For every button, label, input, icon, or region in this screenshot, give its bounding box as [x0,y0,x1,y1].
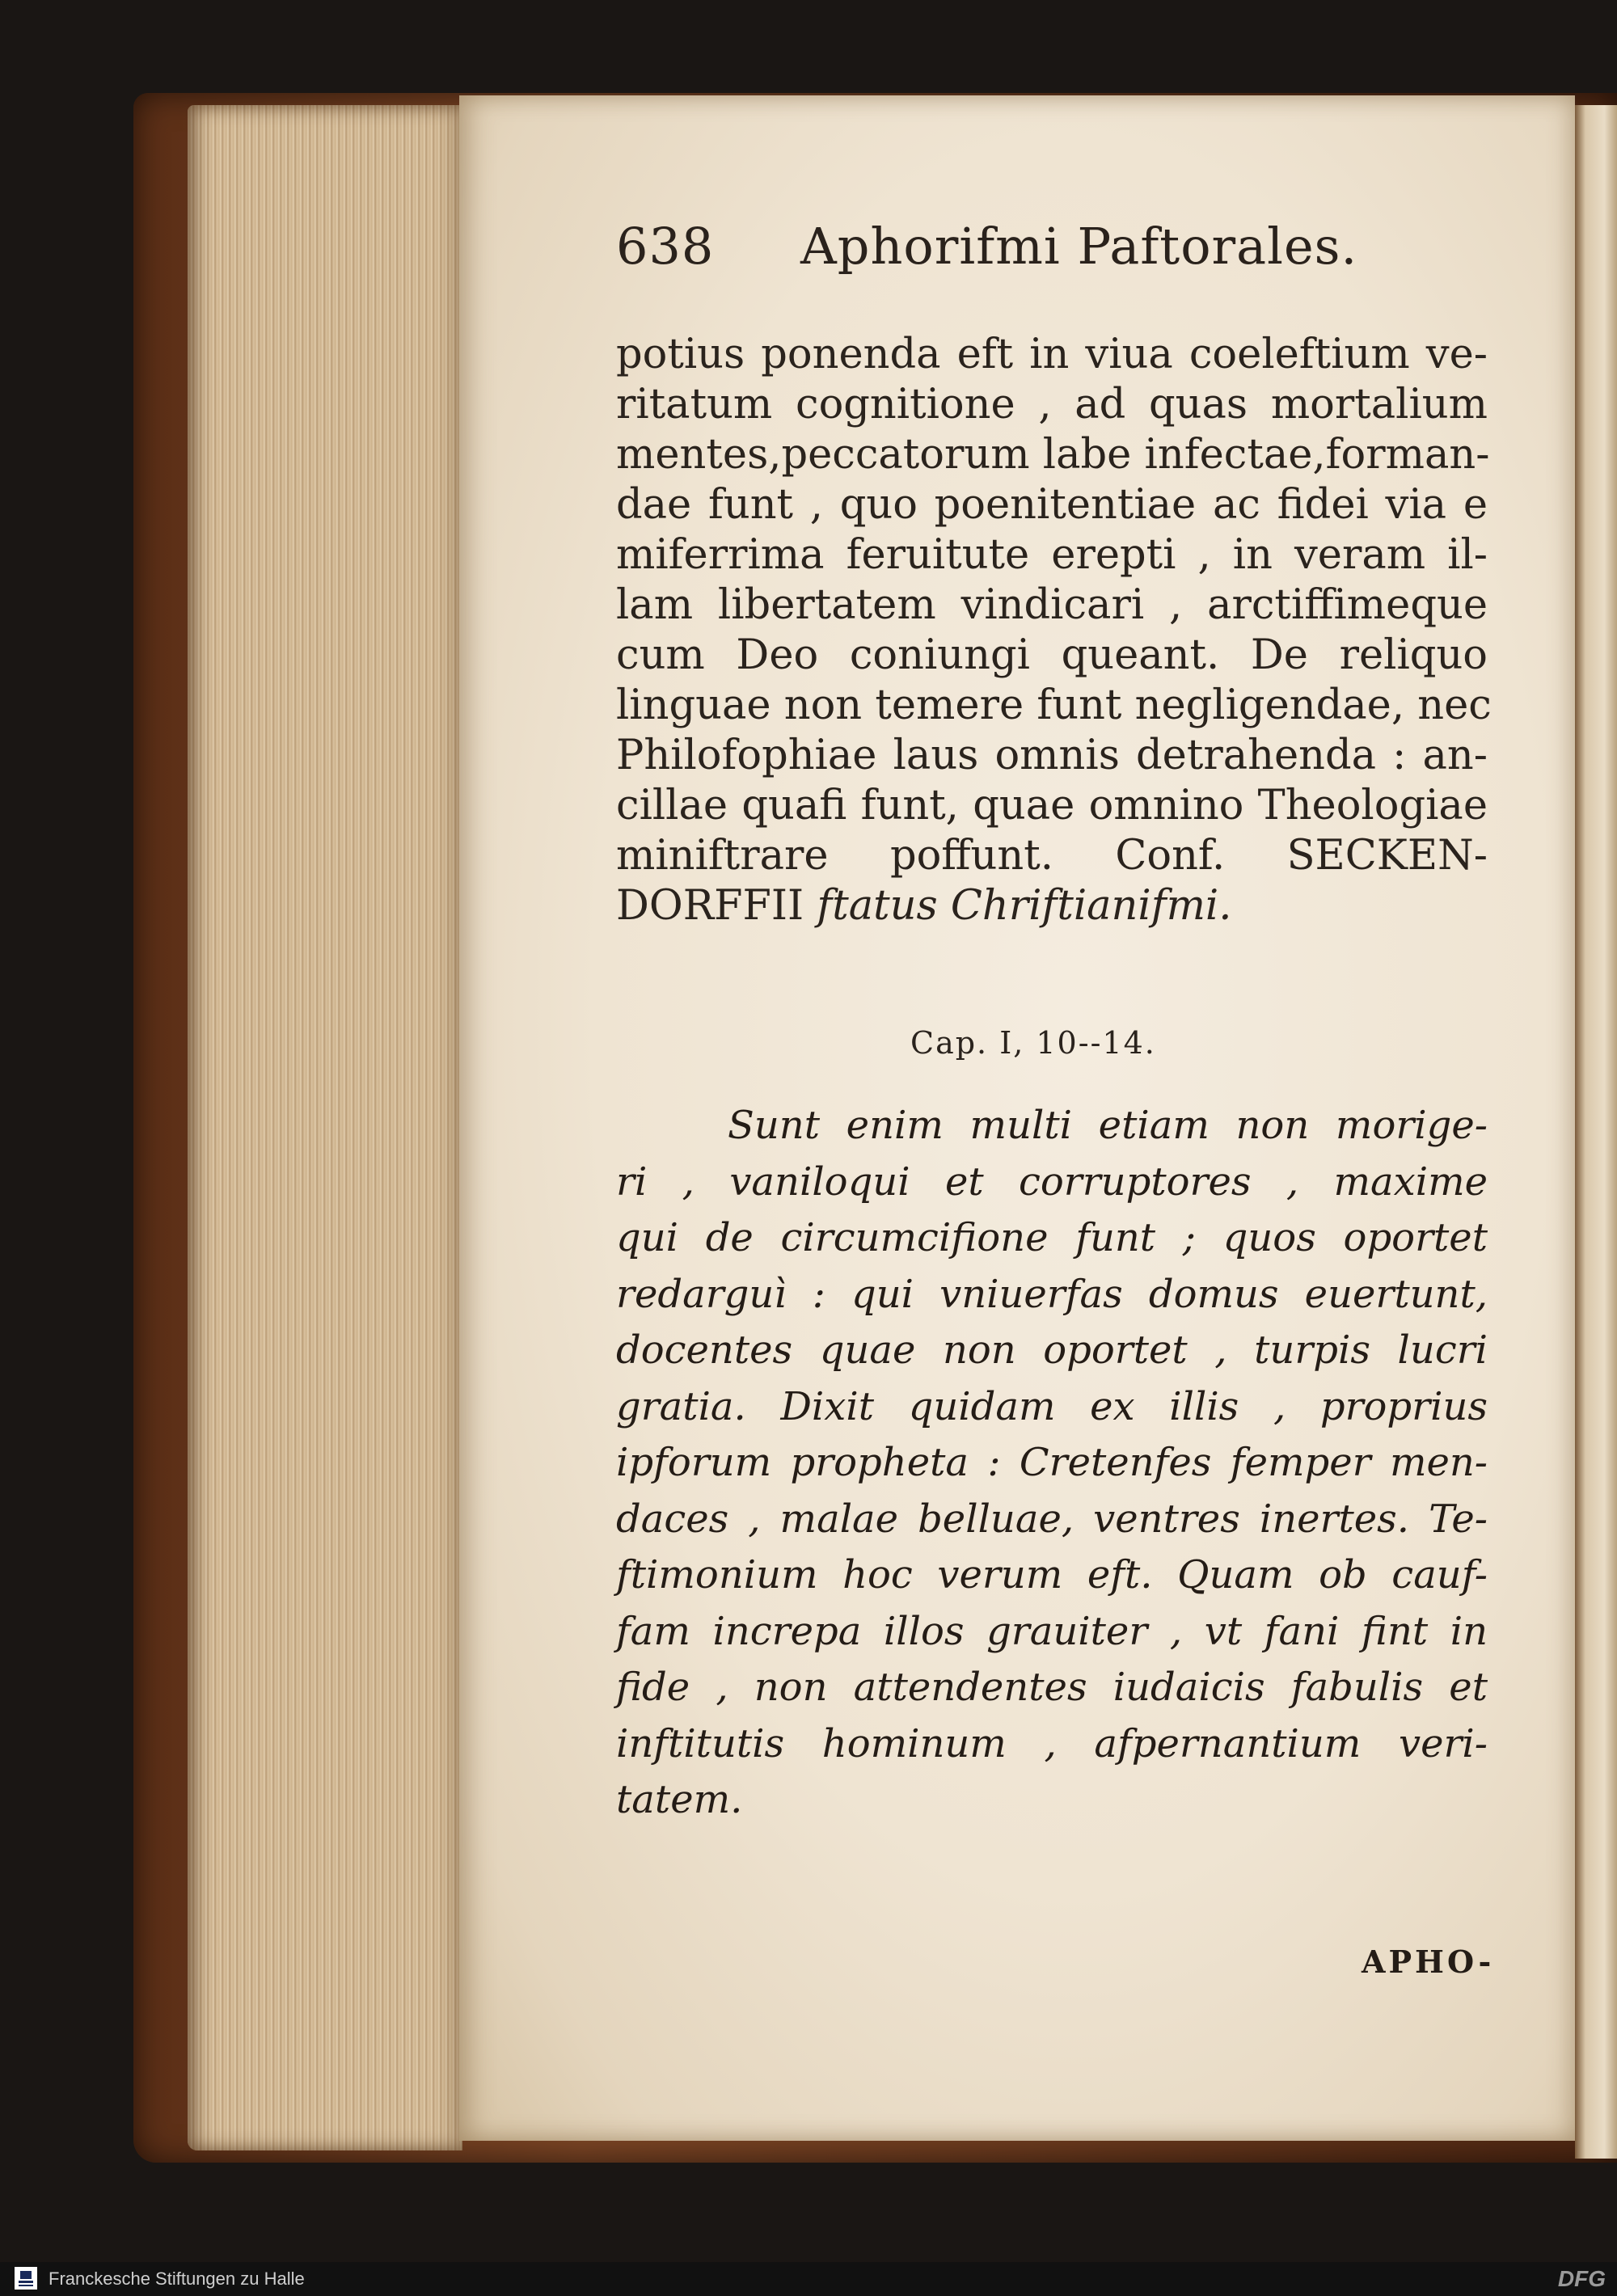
body-line: lam libertatem vindicari , arctiffimeque [616,581,1488,629]
body-line: cillae quafi funt, quae omnino Theologiae [616,782,1488,829]
page-edge-stack [188,105,462,2150]
quote-line: inftitutis hominum , afpernantium veri- [616,1720,1488,1766]
body-paragraph [616,330,1492,931]
page-number: 638 [616,217,715,276]
quote-line: ftimonium hoc verum eft. Quam ob cauf- [616,1552,1488,1597]
quote-line: ipforum propheta : Cretenfes femper men- [616,1440,1488,1485]
quote-line: tatem. [616,1777,743,1822]
facing-page-edge [1575,105,1617,2159]
institution-name[interactable]: Franckesche Stiftungen zu Halle [49,2269,305,2289]
body-line-italic: ftatus Chriftianifmi. [817,882,1232,930]
scripture-quote [616,1098,1488,1829]
body-line: miniftrare poffunt. Conf. SECKEN- [616,832,1488,880]
catchword: APHO- [1362,1944,1495,1980]
quote-line: fam increpa illos grauiter , vt fani fint in [616,1608,1488,1654]
dfg-logo[interactable]: DFG [1557,2266,1606,2291]
body-line: miferrima feruitute erepti , in veram il- [616,531,1488,579]
quote-line: ri , vaniloqui et corruptores , maxime [616,1159,1488,1205]
body-line: potius ponenda eft in viua coeleftium ve- [616,331,1488,378]
body-line: ritatum cognitione , ad quas mortalium [616,381,1488,428]
body-line-last [616,881,1488,931]
franckesche-logo-icon[interactable] [11,2264,40,2293]
body-line: dae funt , quo poenitentiae ac fidei via e [616,481,1488,529]
quote-line: gratia. Dixit quidam ex illis , proprius [616,1383,1488,1429]
quote-line: docentes quae non oportet , turpis lucri [616,1327,1488,1373]
quote-line: daces , malae belluae, ventres inertes. Te- [616,1496,1488,1542]
running-title: Aphorifmi Paftorales. [800,217,1358,276]
scripture-reference: Cap. I, 10--14. [910,1025,1156,1061]
quote-line: fide , non attendentes iudaicis fabulis et [616,1665,1488,1710]
quote-line: redarguì : qui vniuerfas domus euertunt, [616,1271,1488,1317]
body-line-roman: DORFFII [616,882,817,930]
body-line: mentes,peccatorum labe infectae,forman- [616,431,1490,479]
body-line: linguae non temere funt negligendae, nec [616,682,1492,729]
quote-line: Sunt enim multi etiam non morige- [728,1103,1488,1148]
body-line: cum Deo coniungi queant. De reliquo [616,631,1488,679]
page-header [616,217,1465,289]
quote-line: qui de circumcifione funt ; quos oportet [616,1215,1488,1260]
body-line: Philofophiae laus omnis detrahenda : an- [616,732,1488,779]
